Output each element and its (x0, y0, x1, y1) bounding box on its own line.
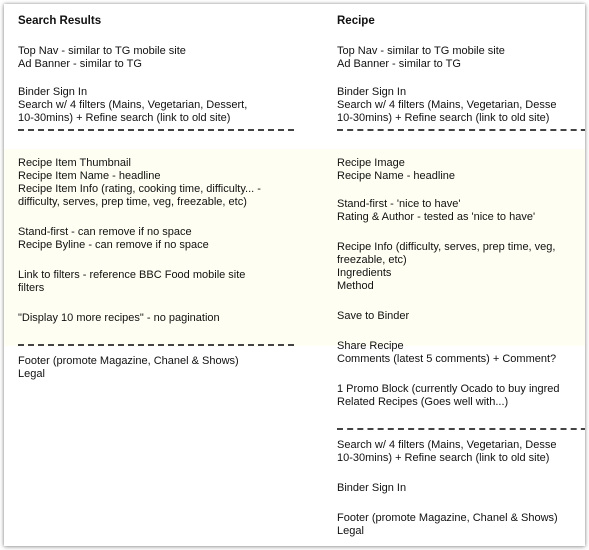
recipe-line: Recipe Info (difficulty, serves, prep time, veg, (337, 241, 556, 253)
recipe-line: Ad Banner - similar to TG (337, 58, 461, 70)
recipe-line: Search w/ 4 filters (Mains, Vegetarian, Desse (337, 439, 557, 451)
recipe-line: Binder Sign In (337, 86, 407, 98)
recipe-line: Footer (promote Magazine, Chanel & Shows) (337, 512, 558, 524)
search-results-line: Recipe Item Thumbnail (18, 157, 131, 169)
recipe-column (337, 4, 585, 546)
recipe-line: Method (337, 280, 374, 292)
recipe-line: Share Recipe (337, 340, 404, 352)
recipe-line: 10-30mins) + Refine search (link to old site) (337, 112, 550, 124)
search-results-line: Legal (18, 368, 45, 380)
search-results-line: Recipe Byline - can remove if no space (18, 239, 209, 251)
document-page (4, 4, 585, 546)
search-results-line: Recipe Item Name - headline (18, 170, 161, 182)
section-divider (337, 129, 585, 131)
recipe-title: Recipe (337, 15, 375, 27)
search-results-line: Stand-first - can remove if no space (18, 226, 192, 238)
recipe-line: 1 Promo Block (currently Ocado to buy ingred (337, 383, 560, 395)
section-divider (337, 428, 585, 430)
recipe-line: Recipe Image (337, 157, 405, 169)
search-results-line: Footer (promote Magazine, Chanel & Shows) (18, 355, 239, 367)
recipe-line: Recipe Name - headline (337, 170, 456, 182)
search-results-line: Binder Sign In (18, 86, 88, 98)
search-results-line: filters (18, 282, 45, 294)
recipe-line: Stand-first - 'nice to have' (337, 198, 461, 210)
search-results-line: Search w/ 4 filters (Mains, Vegetarian, Dessert, (18, 99, 248, 111)
search-results-line: Ad Banner - similar to TG (18, 58, 142, 70)
recipe-line: Rating & Author - tested as 'nice to have' (337, 211, 536, 223)
search-results-line: Top Nav - similar to TG mobile site (18, 45, 186, 57)
recipe-line: Top Nav - similar to TG mobile site (337, 45, 505, 57)
search-results-title: Search Results (18, 15, 102, 27)
search-results-column (18, 4, 318, 546)
recipe-line: 10-30mins) + Refine search (link to old site) (337, 452, 550, 464)
search-results-line: 10-30mins) + Refine search (link to old site) (18, 112, 231, 124)
section-divider (18, 129, 294, 131)
recipe-line: Comments (latest 5 comments) + Comment? (337, 353, 557, 365)
recipe-line: Save to Binder (337, 310, 410, 322)
recipe-line: Ingredients (337, 267, 392, 279)
search-results-line: Recipe Item Info (rating, cooking time, difficulty... - (18, 183, 261, 195)
recipe-line: freezable, etc) (337, 254, 407, 266)
search-results-line: "Display 10 more recipes" - no pagination (18, 312, 220, 324)
search-results-line: difficulty, serves, prep time, veg, freezable, etc) (18, 196, 247, 208)
recipe-line: Related Recipes (Goes well with...) (337, 396, 509, 408)
recipe-line: Legal (337, 525, 364, 537)
recipe-line: Binder Sign In (337, 482, 407, 494)
section-divider (18, 344, 294, 346)
search-results-line: Link to filters - reference BBC Food mobile site (18, 269, 246, 281)
recipe-line: Search w/ 4 filters (Mains, Vegetarian, Desse (337, 99, 557, 111)
